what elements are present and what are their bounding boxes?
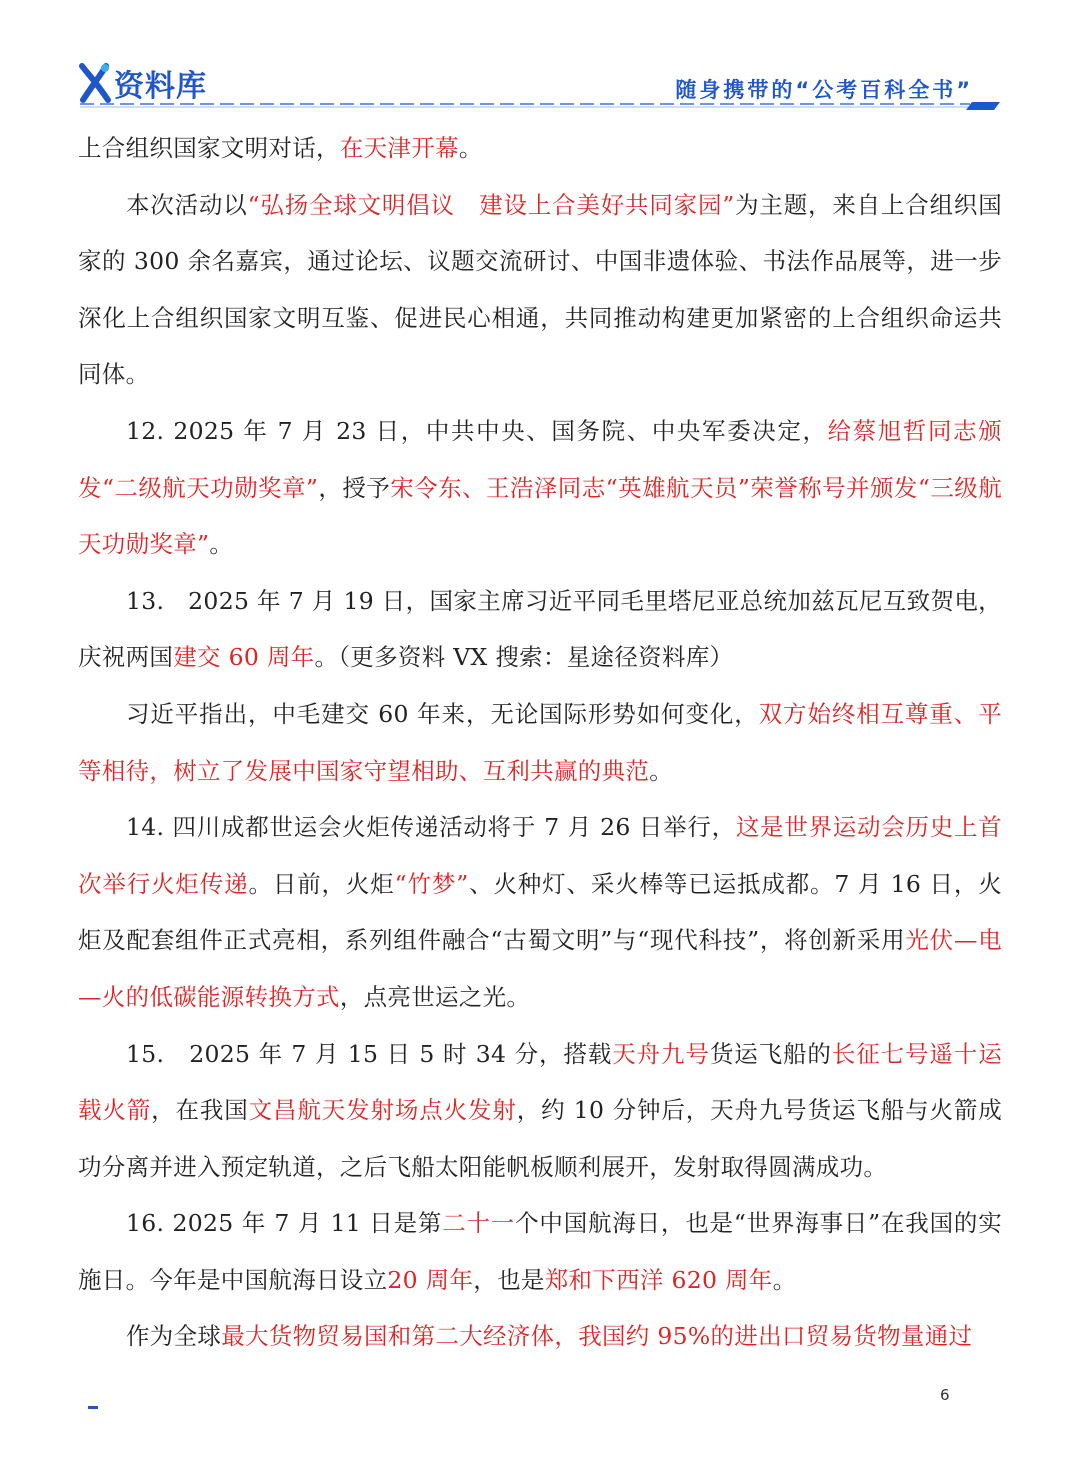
paragraph [78, 573, 1002, 686]
header-slogan: 随身携带的“公考百科全书” [675, 78, 973, 102]
body-text: 12. 2025 年 7 月 23 日，中共中央、国务院、中央军委决定， [126, 416, 828, 445]
body-text: 13. 2025 年 7 月 19 日，国家主席习近平同毛里塔尼亚总统加兹瓦尼互致贺电，庆祝两国 [78, 586, 1002, 672]
highlight-text: 光伏—电—火的低碳能源转换方式 [78, 926, 1003, 1011]
body-text: 。 [772, 1265, 797, 1294]
paragraph [78, 177, 1002, 403]
highlight-text: 二十一 [442, 1209, 516, 1238]
paragraph [78, 1195, 1002, 1308]
body-text: 15. 2025 年 7 月 15 日 5 时 34 分，搭载 [126, 1039, 613, 1068]
body-text: ，约 10 分钟后，天舟九号货运飞船与火箭成功分离并进入预定轨道，之后飞船太阳能帆板顺利展开，发射取得圆满成功。 [78, 1096, 1002, 1181]
paragraph [78, 403, 1002, 573]
body-text: ，在我国 [151, 1096, 249, 1125]
body-text: 、火种灯、采火棒等已运抵成都。7 月 16 日，火炬及配套组件正式亮相，系列组件融合“古蜀文明”与“现代科技”，将创新采用 [78, 869, 1002, 955]
logo-text: 资料库 [114, 69, 207, 104]
body-text: 货运飞船的 [709, 1039, 832, 1068]
body-text: 为主题，来自上合组织国家的 300 余名嘉宾，通过论坛、议题交流研讨、中国非遗体验、书法作品展等，进一步深化上合组织国家文明互鉴、促进民心相通，共同推动构建更加紧密的上合组织命运共同体。 [78, 190, 1003, 389]
body-text: 14. 四川成都世运会火炬传递活动将于 7 月 26 日举行， [126, 813, 736, 842]
body-text: 。 [458, 134, 483, 162]
highlight-text: “弘扬全球文明倡议 建设上合美好共同家园” [247, 190, 735, 219]
body-text: 16. 2025 年 7 月 11 日是第 [126, 1209, 443, 1238]
paragraph [78, 120, 1002, 177]
body-text: 本次活动以 [126, 190, 248, 219]
body-text: 。 [649, 756, 674, 785]
body-text: 。日前，火炬 [248, 869, 395, 898]
body-text: 上合组织国家文明对话， [78, 134, 340, 162]
body-text: ，授予 [318, 473, 391, 502]
highlight-text: 建交 60 周年 [173, 643, 315, 672]
logo [78, 58, 207, 108]
highlight-text: 最大货物贸易国和第二大经济体，我国约 95%的进出口贸易货物量通过 [221, 1322, 973, 1351]
body-text: ，点亮世运之光。 [339, 982, 531, 1011]
highlight-text: 宋令东、王浩泽同志“英雄航天员”荣誉称号并颁发“三级航天功勋奖章” [78, 473, 1002, 559]
paragraph [78, 799, 1002, 1025]
highlight-text: 文昌航天发射场点火发射 [248, 1096, 517, 1125]
body-text: 习近平指出，中毛建交 60 年来，无论国际形势如何变化， [126, 699, 759, 728]
body-text: ，也是 [473, 1265, 545, 1294]
highlight-text: 长征七号遥十运载火箭 [78, 1039, 1003, 1125]
page-number: 6 [940, 1386, 950, 1404]
highlight-text: 双方始终相互尊重、平等相待，树立了发展中国家守望相助、互利共赢的典范 [78, 699, 1002, 785]
highlight-text: 在天津开幕 [339, 134, 459, 162]
body-text: 作为全球 [126, 1322, 222, 1351]
body-text: 。 [209, 530, 234, 559]
article-body [78, 120, 1002, 1365]
paragraph [78, 686, 1002, 799]
highlight-text: 郑和下西洋 620 周年 [544, 1265, 773, 1294]
body-text: 个中国航海日，也是“世界海事日”在我国的实施日。今年是中国航海日设立 [78, 1209, 1003, 1294]
paragraph [78, 1026, 1002, 1196]
highlight-text: 给蔡旭哲同志颁发“二级航天功勋奖章” [78, 416, 1002, 502]
page-header [0, 0, 1079, 120]
highlight-text: 这是世界运动会历史上首次举行火炬传递 [78, 813, 1002, 898]
highlight-text: 天舟九号 [612, 1039, 710, 1068]
header-divider [80, 102, 1000, 110]
logo-icon [78, 62, 112, 104]
paragraph [78, 1308, 1002, 1365]
highlight-text: “竹梦” [394, 869, 469, 898]
highlight-text: 20 周年 [387, 1265, 474, 1294]
body-text: 。（更多资料 VX 搜索：星途径资料库） [314, 643, 734, 672]
footer-mark [88, 1406, 98, 1409]
